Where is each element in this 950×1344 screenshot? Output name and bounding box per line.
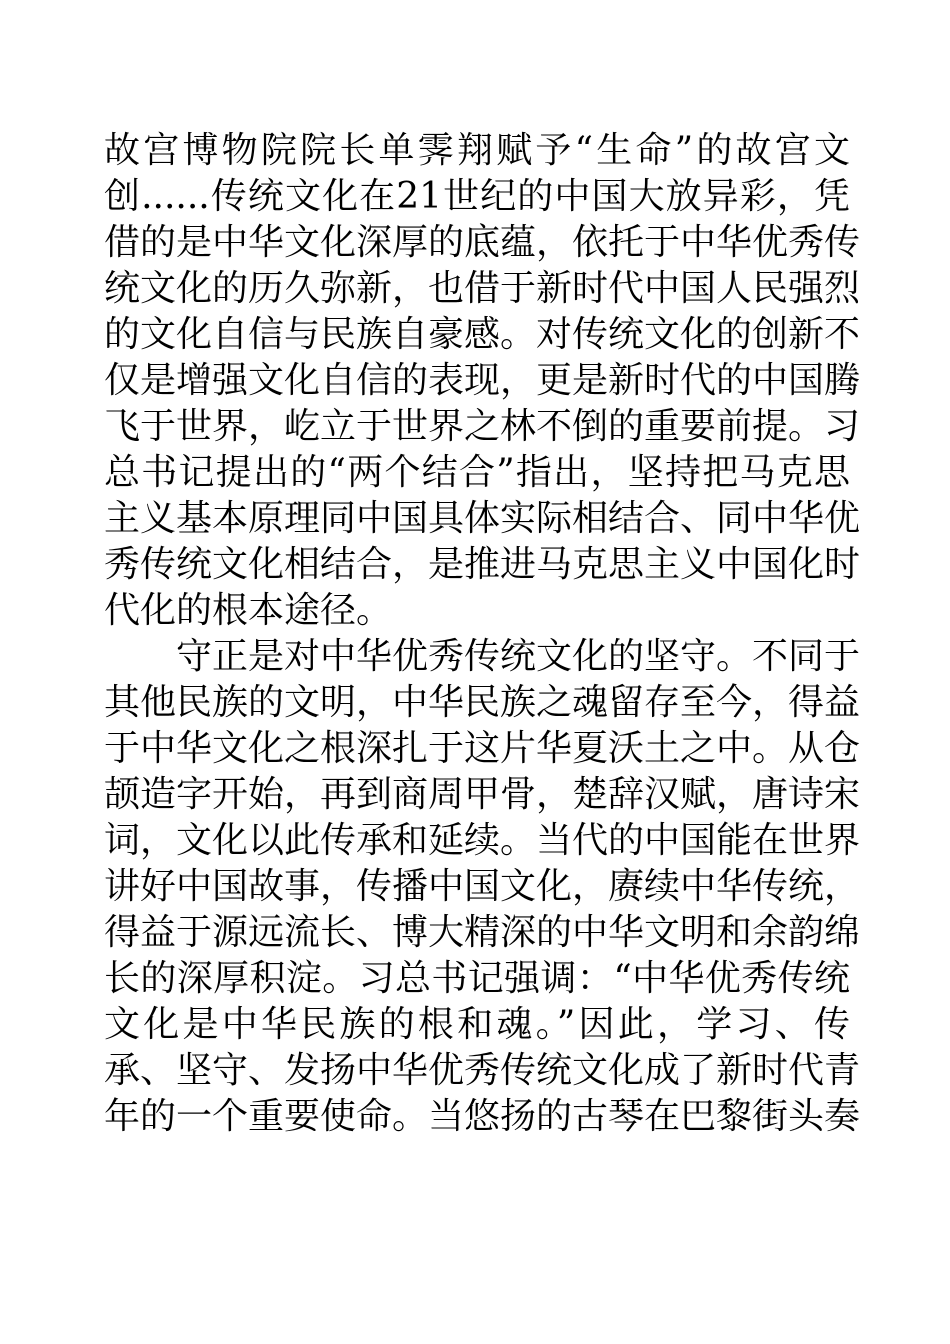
text-line: 代化的根本途径。 — [104, 590, 393, 631]
paragraph-start-line: 守正是对中华优秀传统文化的坚守。不同于 — [176, 636, 861, 677]
text-line: 主义基本原理同中国具体实际相结合、同中华优 — [104, 498, 861, 539]
text-line: 故宫博物院院长单霁翔赋予“生命”的故宫文 — [104, 130, 850, 171]
text-line: 颉造字开始，再到商周甲骨，楚辞汉赋，唐诗宋 — [104, 774, 861, 815]
body-text — [104, 128, 861, 1140]
text-line: 秀传统文化相结合，是推进马克思主义中国化时 — [104, 544, 861, 585]
text-line: 承、坚守、发扬中华优秀传统文化成了新时代青 — [104, 1050, 861, 1091]
text-line: 文化是中华民族的根和魂。”因此，学习、传 — [104, 1004, 850, 1045]
text-line: 创......传统文化在21世纪的中国大放异彩，凭 — [104, 176, 850, 217]
text-line: 总书记提出的“两个结合”指出，坚持把马克思 — [104, 452, 850, 493]
text-line: 借的是中华文化深厚的底蕴，依托于中华优秀传 — [104, 222, 861, 263]
text-line: 年的一个重要使命。当悠扬的古琴在巴黎街头奏 — [104, 1096, 861, 1137]
text-line: 其他民族的文明，中华民族之魂留存至今，得益 — [104, 682, 861, 723]
text-line: 讲好中国故事，传播中国文化，赓续中华传统， — [104, 866, 861, 907]
text-line: 得益于源远流长、博大精深的中华文明和余韵绵 — [104, 912, 861, 953]
text-line: 长的深厚积淀。习总书记强调：“中华优秀传统 — [104, 958, 850, 999]
text-line: 的文化自信与民族自豪感。对传统文化的创新不 — [104, 314, 861, 355]
text-line: 于中华文化之根深扎于这片华夏沃土之中。从仓 — [104, 728, 861, 769]
text-line: 飞于世界，屹立于世界之林不倒的重要前提。习 — [104, 406, 861, 447]
text-line: 词，文化以此传承和延续。当代的中国能在世界 — [104, 820, 861, 861]
text-line: 统文化的历久弥新，也借于新时代中国人民强烈 — [104, 268, 861, 309]
text-line: 仅是增强文化自信的表现，更是新时代的中国腾 — [104, 360, 861, 401]
